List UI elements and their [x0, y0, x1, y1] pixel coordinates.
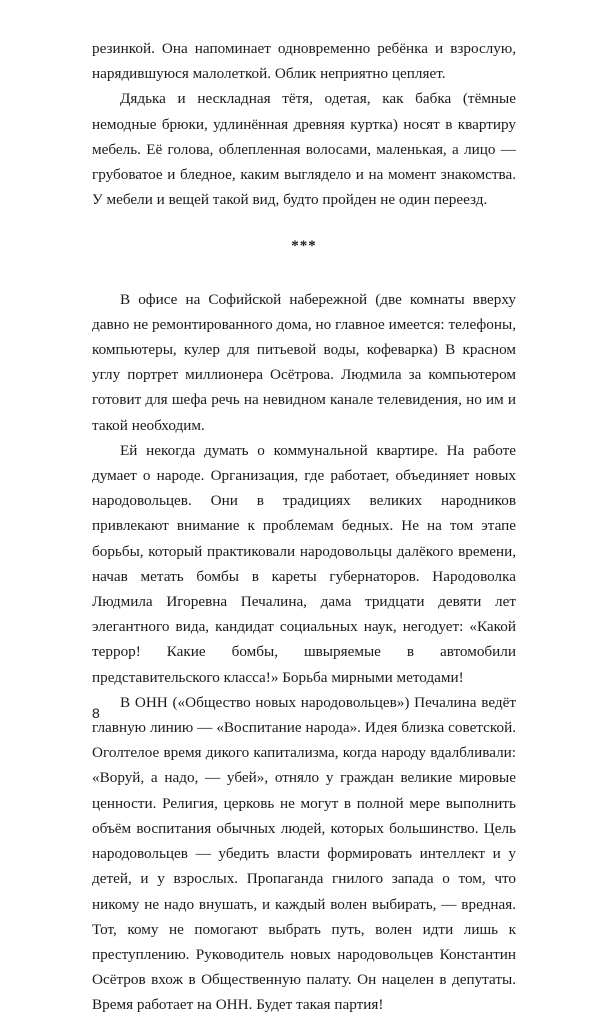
- paragraph: Дядька и нескладная тётя, одетая, как бабка (тёмные немодные брюки, удлинённая древняя куртка) носят в квартиру мебель. Её голова, облепленная волосами, маленькая, а лицо — грубоватое и бледное, каким выглядело и на момент знакомства. У мебели и вещей такой вид, будто пройден не один переезд.: [92, 90, 516, 209]
- body-text: [92, 36, 516, 1018]
- paragraph: Ей некогда думать о коммунальной квартире. На работе думает о народе. Организация, где работает, объединяет новых народовольцев. Они в традициях великих народников привлекают внимание к проблемам бедных. Не на том этапе борьбы, который практиковали народовольцы далёкого времени, начав метать бомбы в кареты губернаторов. Народоволка Людмила Игоревна Печалина, дама тридцати девяти лет элегантного вида, кандидат социальных наук, негодует: «Какой террор! Какие бомбы, швыряемые в автомобили представительского класса!» Борьба мирными методами!: [92, 441, 516, 686]
- page-number: 8: [92, 705, 100, 721]
- paragraph: резинкой. Она напоминает одновременно ребёнка и взрослую, нарядившуюся малолеткой. Облик неприятно цепляет.: [92, 40, 516, 83]
- paragraph: В офисе на Софийской набережной (две комнаты вверху давно не ремонтированного дома, но главное имеется: телефоны, компьютеры, кулер для питьевой воды, кофеварка) В красном углу портрет миллионера Осётрова. Людмила за компьютером готовит для шефа речь на невидном канале телевидения, но им и такой необходим.: [92, 290, 516, 434]
- section-separator: ***: [291, 238, 317, 255]
- paragraph: В ОНН («Общество новых народовольцев») Печалина ведёт главную линию — «Воспитание народа». Идея близка советской. Оголтелое время дикого капитализма, когда народу вдалбливали: «Воруй, а надо, — убей», отняло у граждан великие мировые ценности. Религия, церковь не могут в полной мере выполнить объём воспитания обычных людей, которых большинство. Цель народовольцев — убедить власти формировать интеллект и у детей, и у взрослых. Пропаганда гнилого запада о том, что никому не надо внушать, и каждый волен выбирать, — вредная. Тот, кому не помогают выбрать путь, волен идти лишь к преступлению. Руководитель новых народовольцев Константин Осётров вхож в Общественную палату. Он нацелен в депутаты. Время работает на ОНН. Будет такая партия!: [92, 693, 516, 1014]
